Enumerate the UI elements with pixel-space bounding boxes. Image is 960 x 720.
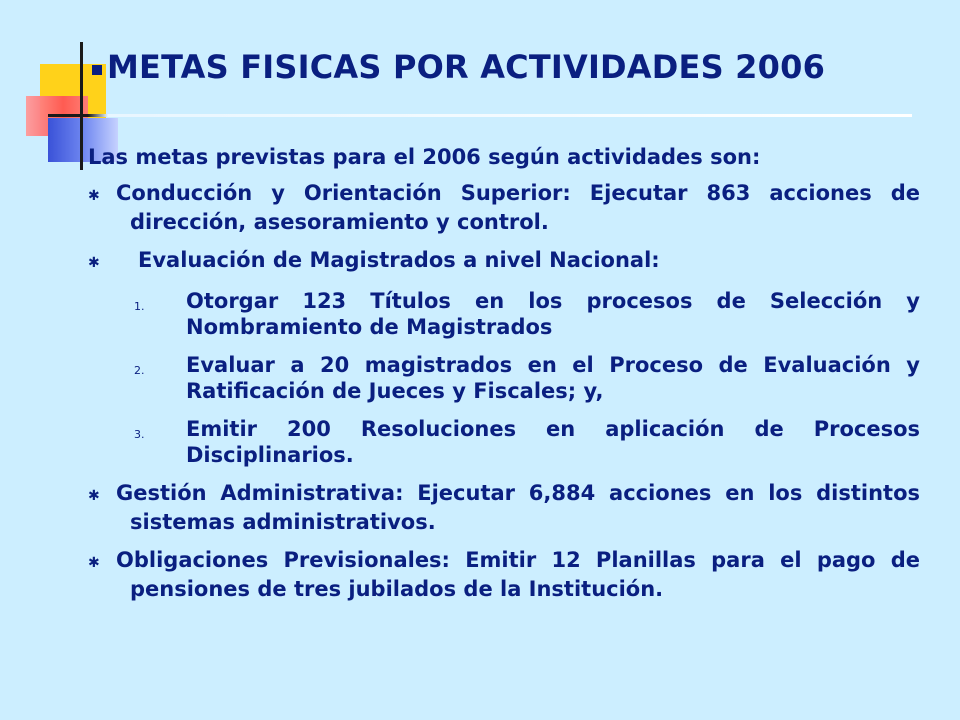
list-item-text: Evaluación de Magistrados a nivel Nacional: <box>138 248 660 272</box>
item-number: 2. <box>134 364 145 377</box>
title-bullet-icon <box>92 65 102 75</box>
list-item-text: Gestión Administrativa: Ejecutar 6,884 acciones en los distintos sistemas administrativos. <box>116 481 920 534</box>
list-item-text: Obligaciones Previsionales: Emitir 12 Planillas para el pago de pensiones de tres jubilados de la Institución. <box>116 548 920 601</box>
content-body <box>88 144 920 614</box>
intro-text: Las metas previstas para el 2006 según actividades son: <box>88 145 761 169</box>
asterisk-bullet-icon: ✱ <box>88 555 100 571</box>
asterisk-bullet-icon: ✱ <box>88 188 100 204</box>
list-item <box>88 180 920 235</box>
page-title: METAS FISICAS POR ACTIVIDADES 2006 <box>107 48 826 86</box>
item-number: 1. <box>134 300 145 313</box>
logo-vertical-line <box>80 42 83 170</box>
asterisk-bullet-icon: ✱ <box>88 255 100 271</box>
numbered-item-text: Evaluar a 20 magistrados en el Proceso de Evaluación y Ratificación de Jueces y Fiscales; y, <box>186 353 920 403</box>
list-item <box>88 480 920 535</box>
numbered-item-text: Emitir 200 Resoluciones en aplicación de Procesos Disciplinarios. <box>186 417 920 467</box>
list-item <box>88 247 920 276</box>
list-item <box>88 547 920 602</box>
numbered-item-text: Otorgar 123 Títulos en los procesos de Selección y Nombramiento de Magistrados <box>186 289 920 339</box>
item-number: 3. <box>134 428 145 441</box>
title-underline <box>48 114 912 117</box>
numbered-item <box>134 288 920 340</box>
numbered-item <box>134 352 920 404</box>
asterisk-bullet-icon: ✱ <box>88 488 100 504</box>
numbered-item <box>134 416 920 468</box>
title-area <box>92 48 825 86</box>
list-item-text: Conducción y Orientación Superior: Ejecutar 863 acciones de dirección, asesoramiento y control. <box>116 181 920 234</box>
